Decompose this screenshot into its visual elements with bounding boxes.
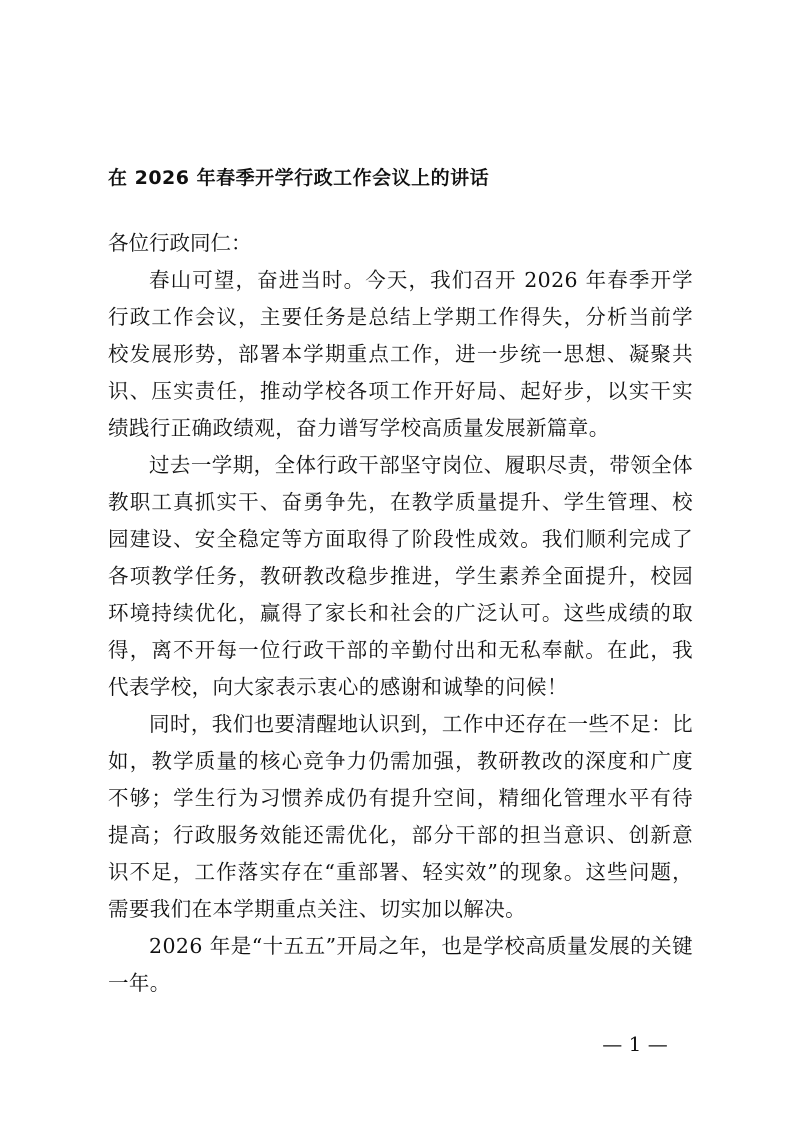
document-body (108, 225, 693, 1002)
document-title: 在 2026 年春季开学行政工作会议上的讲话 (108, 167, 490, 189)
paragraph-shortcomings: 同时，我们也要清醒地认识到，工作中还存在一些不足：比如，教学质量的核心竞争力仍需加强，教研教改的深度和广度不够；学生行为习惯养成仍有提升空间，精细化管理水平有待提高；行政服务效能还需优化，部分干部的担当意识、创新意识不足，工作落实存在“重部署、轻实效”的现象。这些问题，需要我们在本学期重点关注、切实加以解决。 (108, 712, 693, 921)
paragraph-opening: 春山可望，奋进当时。今天，我们召开 2026 年春季开学行政工作会议，主要任务是总结上学期工作得失，分析当前学校发展形势，部署本学期重点工作，进一步统一思想、凝聚共识、压实责任，推动学校各项工作开好局、起好步，以实干实绩践行正确政绩观，奋力谱写学校高质量发展新篇章。 (108, 268, 693, 440)
paragraph-outlook: 2026 年是“十五五”开局之年，也是学校高质量发展的关键一年。 (108, 934, 693, 995)
page-number: — 1 — (602, 1032, 668, 1056)
paragraph-achievements: 过去一学期，全体行政干部坚守岗位、履职尽责，带领全体教职工真抓实干、奋勇争先，在教学质量提升、学生管理、校园建设、安全稳定等方面取得了阶段性成效。我们顺利完成了各项教学任务，教研教改稳步推进，学生素养全面提升，校园环境持续优化，赢得了家长和社会的广泛认可。这些成绩的取得，离不开每一位行政干部的辛勤付出和无私奉献。在此，我代表学校，向大家表示衷心的感谢和诚挚的问候！ (108, 453, 693, 699)
salutation: 各位行政同仁： (108, 231, 252, 255)
